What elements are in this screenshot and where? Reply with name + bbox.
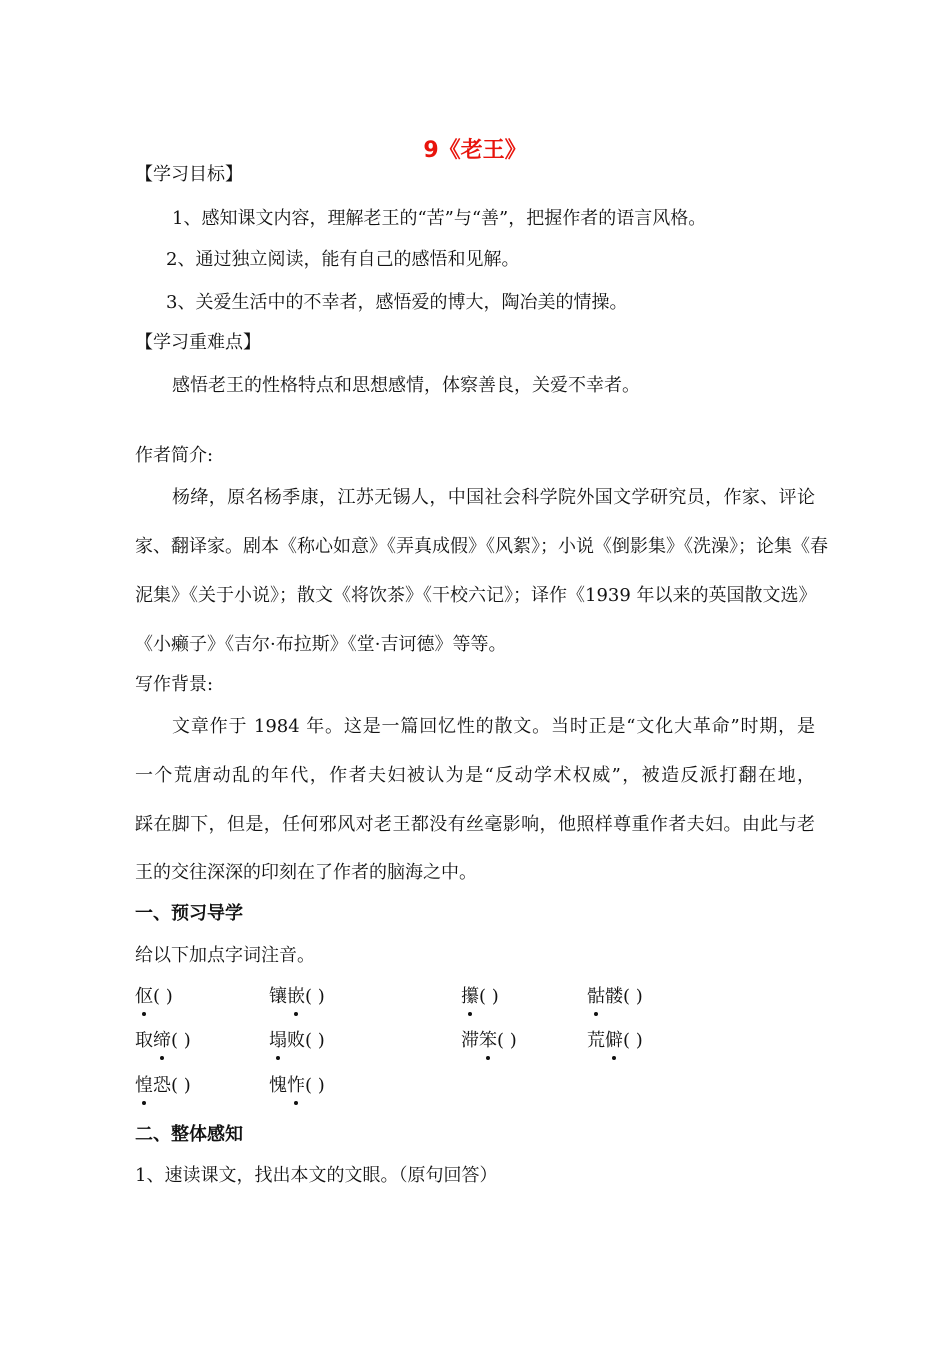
section2-question: 1、速读课文，找出本文的文眼。（原句回答） — [135, 1165, 498, 1186]
pinyin-item — [269, 1029, 325, 1053]
answer-blank[interactable]: ( ) — [305, 1030, 325, 1051]
answer-blank[interactable]: ( ) — [153, 986, 173, 1007]
key-points-heading: 【学习重难点】 — [135, 332, 261, 353]
author-line: 杨绛，原名杨季康，江苏无锡人，中国社会科学院外国文学研究员，作家、评论 — [172, 487, 815, 508]
answer-blank[interactable]: ( ) — [171, 1030, 191, 1051]
pinyin-item — [135, 985, 173, 1009]
answer-blank[interactable]: ( ) — [171, 1075, 191, 1096]
page-title: 9《老王》 — [423, 138, 527, 163]
word-char: 败 — [287, 1030, 305, 1051]
pinyin-item — [587, 985, 643, 1009]
answer-blank[interactable]: ( ) — [479, 986, 499, 1007]
objective-item: 3、关爱生活中的不幸者，感悟爱的博大，陶冶美的情操。 — [166, 292, 628, 313]
background-heading: 写作背景: — [135, 674, 214, 695]
pinyin-item — [269, 1074, 325, 1098]
answer-blank[interactable]: ( ) — [623, 986, 643, 1007]
dotted-char: 骷 — [587, 986, 605, 1007]
answer-blank[interactable]: ( ) — [305, 1075, 325, 1096]
dotted-char: 笨 — [479, 1030, 497, 1051]
key-points-text: 感悟老王的性格特点和思想感情，体察善良，关爱不幸者。 — [172, 375, 640, 396]
dotted-char: 嵌 — [287, 986, 305, 1007]
word-char: 愧 — [269, 1075, 287, 1096]
word-char: 髅 — [605, 986, 623, 1007]
section2-heading: 二、整体感知 — [135, 1124, 243, 1145]
background-line: 王的交往深深的印刻在了作者的脑海之中。 — [135, 862, 477, 883]
word-char: 镶 — [269, 986, 287, 1007]
answer-blank[interactable]: ( ) — [305, 986, 325, 1007]
dotted-char: 伛 — [135, 986, 153, 1007]
word-char: 恐 — [153, 1075, 171, 1096]
section1-heading: 一、预习导学 — [135, 903, 243, 924]
dotted-char: 僻 — [605, 1030, 623, 1051]
answer-blank[interactable]: ( ) — [497, 1030, 517, 1051]
author-heading: 作者简介: — [135, 445, 214, 466]
word-char: 滞 — [461, 1030, 479, 1051]
pinyin-item — [135, 1029, 191, 1053]
pinyin-item — [587, 1029, 643, 1053]
pinyin-item — [135, 1074, 191, 1098]
dotted-char: 惶 — [135, 1075, 153, 1096]
objective-item: 2、通过独立阅读，能有自己的感悟和见解。 — [166, 249, 520, 270]
pinyin-item — [461, 985, 499, 1009]
author-line: 泥集》《关于小说》；散文《将饮茶》《干校六记》；译作《1939 年以来的英国散文选》 — [135, 585, 817, 606]
section1-instruction: 给以下加点字词注音。 — [135, 945, 315, 966]
dotted-char: 怍 — [287, 1075, 305, 1096]
dotted-char: 缔 — [153, 1030, 171, 1051]
dotted-char: 攥 — [461, 986, 479, 1007]
objective-item: 1、感知课文内容，理解老王的“苦”与“善”，把握作者的语言风格。 — [172, 208, 707, 229]
background-line: 一个荒唐动乱的年代，作者夫妇被认为是“反动学术权威”，被造反派打翻在地， — [135, 765, 815, 786]
background-line: 踩在脚下，但是，任何邪风对老王都没有丝毫影响，他照样尊重作者夫妇。由此与老 — [135, 814, 815, 835]
author-line: 家、翻译家。剧本《称心如意》《弄真成假》《风絮》；小说《倒影集》《洗澡》；论集《春 — [135, 536, 828, 557]
word-char: 取 — [135, 1030, 153, 1051]
answer-blank[interactable]: ( ) — [623, 1030, 643, 1051]
objectives-heading: 【学习目标】 — [135, 164, 243, 185]
pinyin-item — [269, 985, 325, 1009]
author-line: 《小癞子》《吉尔·布拉斯》《堂·吉诃德》等等。 — [135, 634, 507, 655]
background-line: 文章作于 1984 年。这是一篇回忆性的散文。当时正是“文化大革命”时期，是 — [172, 716, 815, 737]
dotted-char: 塌 — [269, 1030, 287, 1051]
pinyin-item — [461, 1029, 517, 1053]
word-char: 荒 — [587, 1030, 605, 1051]
